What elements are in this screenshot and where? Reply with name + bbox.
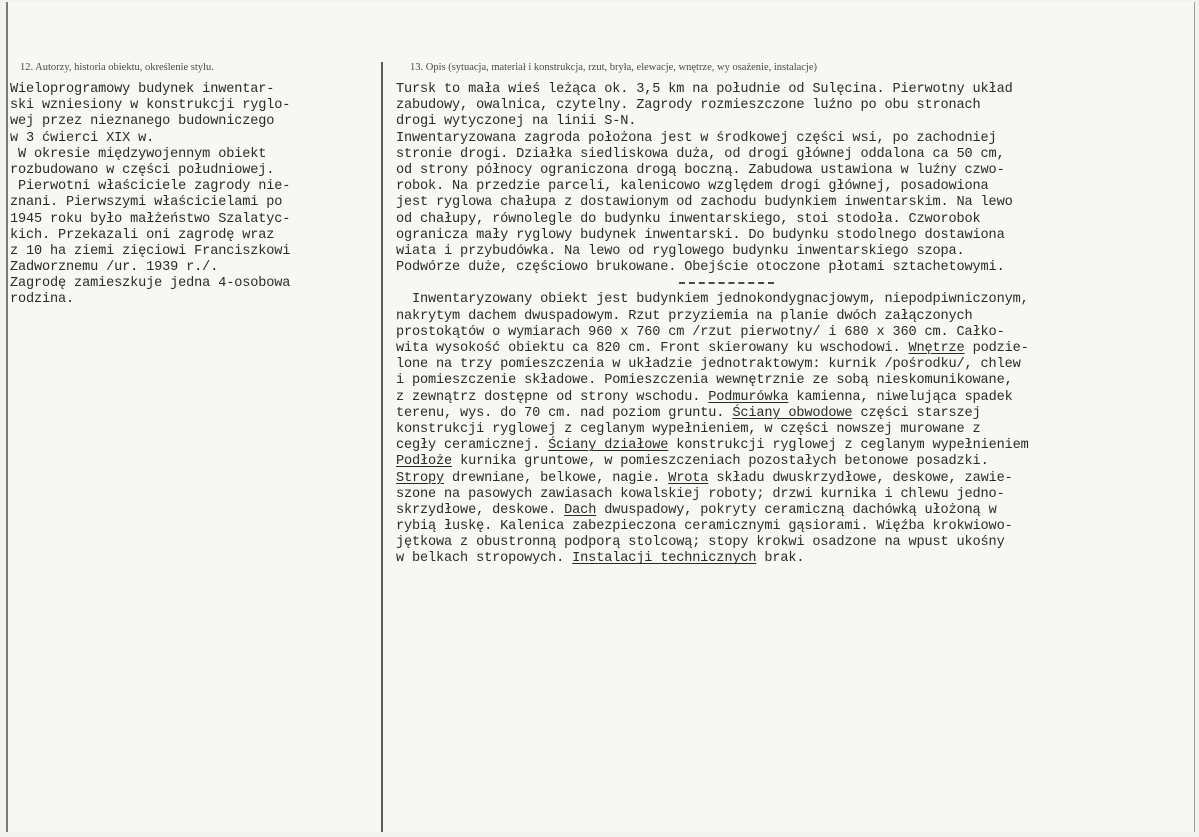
section-12-header: 12. Autorzy, historia obiektu, określenie stylu. bbox=[20, 62, 214, 73]
underlined-term: Podłoże bbox=[396, 454, 453, 470]
text-line bbox=[396, 390, 1196, 406]
text-segment: rozbudowano w części południowej. bbox=[10, 162, 275, 178]
text-line bbox=[396, 98, 1196, 114]
text-line bbox=[396, 519, 1196, 535]
text-segment: ski wzniesiony w konstrukcji ryglo- bbox=[10, 98, 291, 114]
text-line bbox=[396, 341, 1196, 357]
description-text-column bbox=[396, 82, 1196, 568]
text-line bbox=[396, 422, 1196, 438]
text-segment: z 10 ha ziemi zięciowi Franciszkowi bbox=[10, 243, 291, 259]
text-segment: lone na trzy pomieszczenia w układzie jednotraktowym: kurnik /pośrodku/, chlew bbox=[396, 357, 1021, 373]
text-segment: konstrukcji ryglowej z ceglanym wypełnieniem bbox=[668, 438, 1029, 454]
text-segment: jest ryglowa chałupa z dostawionym od zachodu budynkiem inwentarskim. Na lewo bbox=[396, 195, 1013, 211]
text-segment: rybią łuskę. Kalenica zabezpieczona ceramicznymi gąsiorami. Więźba krokwiowo- bbox=[396, 519, 1013, 535]
text-segment: ogranicza mały ryglowy budynek inwentarski. Do budynku stodolnego dostawiona bbox=[396, 227, 1005, 243]
text-line bbox=[396, 212, 1196, 228]
text-segment: terenu, wys. do 70 cm. nad poziom gruntu. bbox=[396, 405, 733, 421]
text-segment: wita wysokość obiektu ca 820 cm. Front skierowany ku wschodowi. bbox=[396, 341, 909, 356]
underlined-term: Ściany działowe bbox=[548, 438, 669, 454]
text-segment: skrzydłowe, deskowe. bbox=[396, 502, 565, 518]
text-line bbox=[396, 503, 1196, 519]
text-segment: Zagrodę zamieszkuje jedna 4-osobowa bbox=[10, 276, 291, 292]
text-segment: konstrukcji ryglowej z ceglanym wypełnieniem, w części nowszej murowane z bbox=[396, 421, 981, 437]
text-segment: dwuspadowy, pokryty ceramiczną dachówką ułożoną w bbox=[596, 502, 997, 518]
text-line bbox=[396, 406, 1196, 422]
underlined-term: Dach bbox=[564, 502, 597, 518]
text-segment: cegły ceramicznej. bbox=[396, 438, 549, 454]
text-segment: kamienna, niwelująca spadek bbox=[788, 389, 1013, 405]
history-text-column bbox=[10, 82, 372, 309]
text-segment: w 3 ćwierci XIX w. bbox=[10, 130, 155, 146]
text-line bbox=[396, 195, 1196, 211]
text-segment: robok. Na przedzie parceli, kalenicowo względem drogi głównej, posadowiona bbox=[396, 179, 989, 195]
text-segment: Podwórze duże, częściowo brukowane. Obejście otoczone płotami sztachetowymi. bbox=[396, 260, 1005, 276]
underlined-term: Instalacji technicznych bbox=[572, 551, 757, 567]
text-line bbox=[396, 373, 1196, 389]
text-segment: rodzina. bbox=[10, 292, 75, 308]
text-line bbox=[396, 357, 1196, 373]
text-segment: brak. bbox=[756, 551, 805, 567]
text-segment: stronie drogi. Działka siedliskowa duża, od drogi głównej oddalona ca 50 cm, bbox=[396, 146, 1005, 162]
text-line bbox=[10, 147, 372, 163]
text-line bbox=[396, 325, 1196, 341]
section-13-header: 13. Opis (sytuacja, materiał i konstrukcja, rzut, bryła, elewacje, wnętrze, wy osażenie, instalacje) bbox=[410, 62, 818, 73]
underlined-term: Podmurówka bbox=[708, 389, 789, 405]
text-segment: i pomieszczenie składowe. Pomieszczenia wewnętrznie ze sobą nieskomunikowane, bbox=[396, 373, 1013, 389]
text-segment: części starszej bbox=[852, 405, 981, 421]
text-segment: składu dwuskrzydłowe, deskowe, zawie- bbox=[708, 470, 1013, 486]
text-segment: 1945 roku było małżeństwo Szalatyc- bbox=[10, 211, 291, 227]
text-line bbox=[396, 471, 1196, 487]
text-line bbox=[10, 276, 372, 292]
text-line bbox=[396, 82, 1196, 98]
text-line bbox=[396, 260, 1196, 276]
underlined-term: Ściany obwodowe bbox=[732, 405, 853, 421]
text-line bbox=[396, 292, 1196, 308]
text-segment: wej przez nieznanego budowniczego bbox=[10, 114, 275, 130]
text-segment: kurnika gruntowe, w pomieszczeniach pozostałych betonowe posadzki. bbox=[452, 454, 989, 470]
text-line bbox=[396, 551, 1196, 567]
text-segment: od strony północy ograniczona drogą boczną. Zabudowa ustawiona w luźny czwo- bbox=[396, 162, 1005, 178]
text-segment: podzie- bbox=[964, 341, 1029, 356]
text-line bbox=[396, 147, 1196, 163]
text-line bbox=[10, 179, 372, 195]
text-segment: szone na pasowych zawiasach kowalskiej roboty; drzwi kurnika i chlewu jedno- bbox=[396, 486, 1005, 502]
text-line bbox=[10, 228, 372, 244]
text-segment: nakrytym dachem dwuspadowym. Rzut przyziemia na planie dwóch załączonych bbox=[396, 308, 973, 324]
text-segment: jętkowa z obustronną podporą stolcową; stopy krokwi osadzone na wpust ukośny bbox=[396, 535, 1005, 551]
text-segment: Wieloprogramowy budynek inwentar- bbox=[10, 82, 275, 97]
text-segment: Inwentaryzowana zagroda położona jest w środkowej części wsi, po zachodniej bbox=[396, 130, 997, 146]
text-line bbox=[10, 260, 372, 276]
text-line bbox=[396, 244, 1196, 260]
text-line bbox=[10, 98, 372, 114]
underlined-term: Wnętrze bbox=[908, 341, 965, 356]
dashed-rule bbox=[679, 282, 774, 284]
text-segment: W okresie międzywojennym obiekt bbox=[10, 146, 267, 162]
text-segment: kich. Przekazali oni zagrodę wraz bbox=[10, 227, 275, 243]
text-line bbox=[396, 228, 1196, 244]
text-line bbox=[10, 212, 372, 228]
text-line bbox=[10, 114, 372, 130]
text-segment: prostokątów o wymiarach 960 x 760 cm /rzut pierwotny/ i 680 x 360 cm. Całko- bbox=[396, 324, 1005, 340]
text-line bbox=[396, 438, 1196, 454]
text-line bbox=[396, 487, 1196, 503]
text-segment: drewniane, belkowe, nagie. bbox=[444, 470, 669, 486]
column-divider bbox=[381, 62, 383, 832]
underlined-term: Wrota bbox=[668, 470, 709, 486]
text-segment: z zewnątrz dostępne od strony wschodu. bbox=[396, 389, 709, 405]
text-segment: Zadworznemu /ur. 1939 r./. bbox=[10, 260, 219, 276]
text-line bbox=[10, 163, 372, 179]
text-segment: Tursk to mała wieś leżąca ok. 3,5 km na południe od Sulęcina. Pierwotny układ bbox=[396, 82, 1013, 97]
text-line bbox=[396, 179, 1196, 195]
text-line bbox=[10, 82, 372, 98]
text-line bbox=[396, 163, 1196, 179]
text-segment: znani. Pierwszymi właścicielami po bbox=[10, 195, 283, 211]
text-line bbox=[396, 309, 1196, 325]
underlined-term: Stropy bbox=[396, 470, 445, 486]
text-line bbox=[396, 535, 1196, 551]
text-segment: w belkach stropowych. bbox=[396, 551, 573, 567]
text-line bbox=[10, 131, 372, 147]
section-separator bbox=[396, 276, 1196, 292]
text-line bbox=[10, 292, 372, 308]
text-segment: od chałupy, równolegle do budynku inwentarskiego, stoi stodoła. Czworobok bbox=[396, 211, 981, 227]
text-line bbox=[396, 454, 1196, 470]
text-line bbox=[396, 114, 1196, 130]
text-segment: zabudowy, owalnica, czytelny. Zagrody rozmieszczone luźno po obu stronach bbox=[396, 98, 981, 114]
text-segment: Inwentaryzowany obiekt jest budynkiem jednokondygnacjowym, niepodpiwniczonym, bbox=[396, 292, 1029, 308]
text-line bbox=[10, 195, 372, 211]
text-segment: wiata i przybudówka. Na lewo od ryglowego budynku inwentarskiego szopa. bbox=[396, 243, 965, 259]
text-segment: Pierwotni właściciele zagrody nie- bbox=[10, 179, 291, 195]
text-line bbox=[396, 131, 1196, 147]
text-line bbox=[10, 244, 372, 260]
text-segment: drogi wytyczonej na linii S-N. bbox=[396, 114, 637, 130]
